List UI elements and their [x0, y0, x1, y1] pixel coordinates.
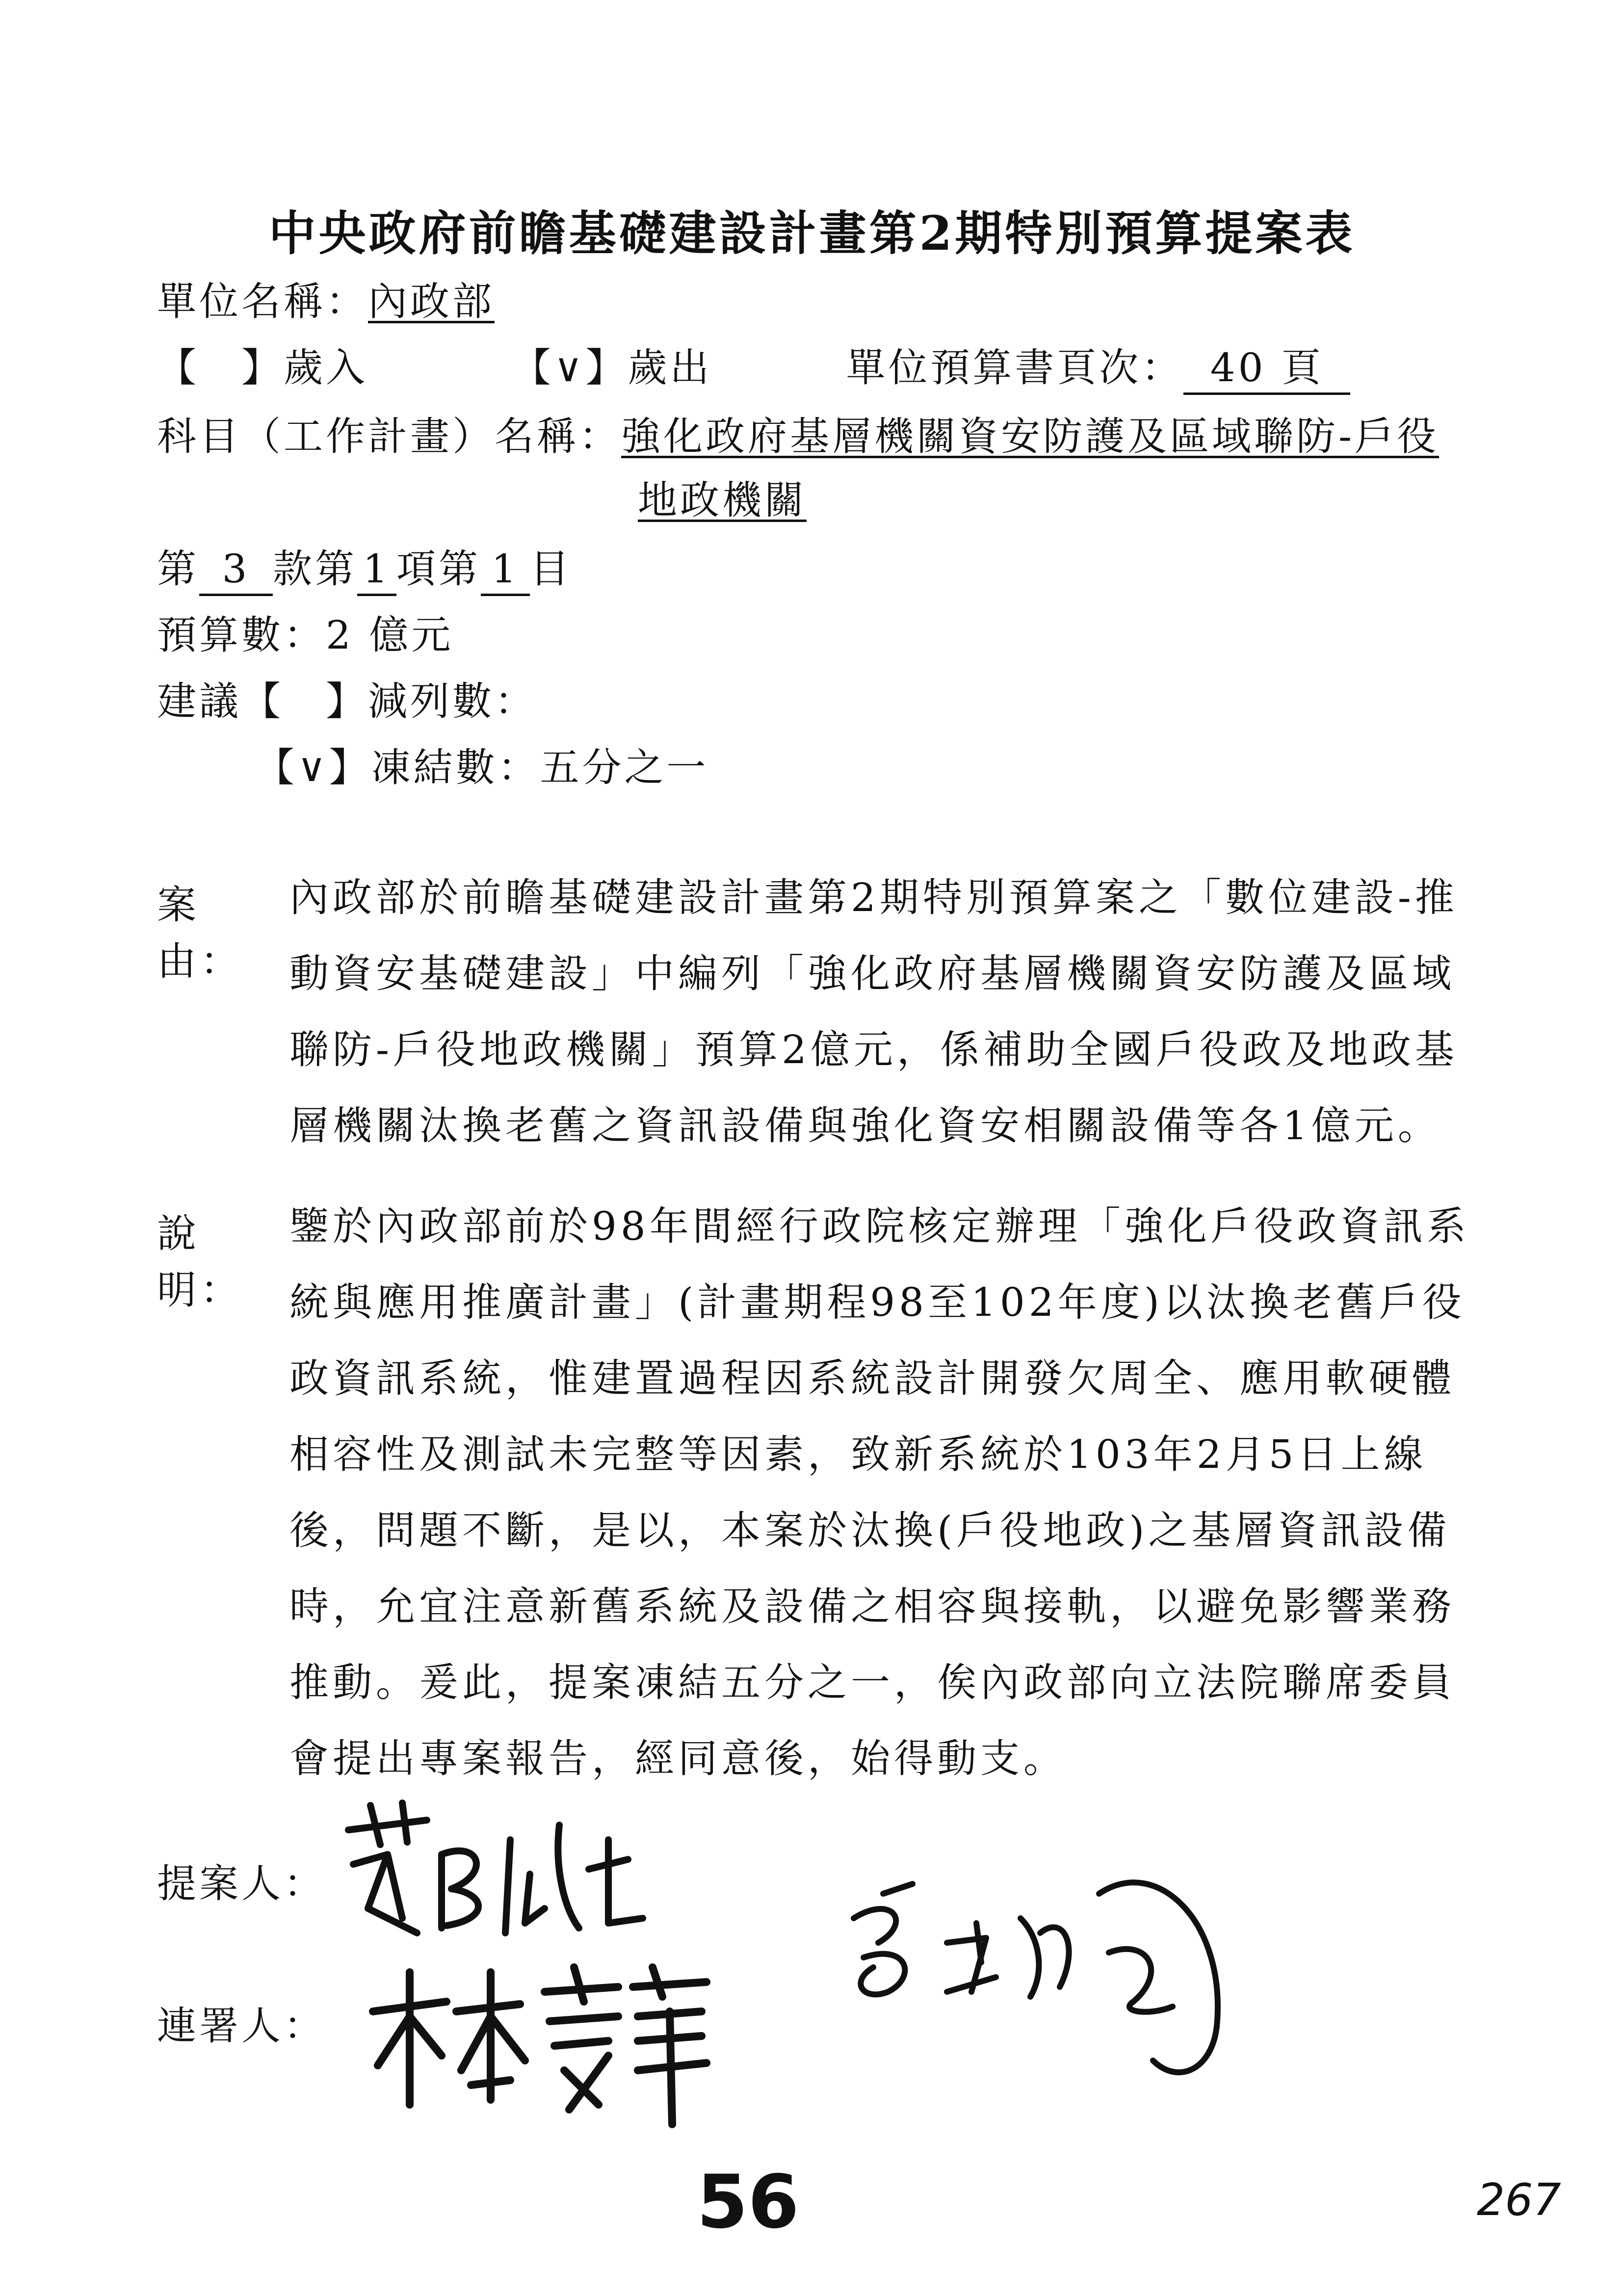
page-label: 單位預算書頁次： [846, 345, 1184, 391]
explanation-line: 統與應用推廣計畫」(計畫期程98至102年度)以汰換老舊戶役 [289, 1279, 1466, 1325]
explanation-line: 相容性及測試未完整等因素，致新系統於103年2月5日上線 [289, 1432, 1427, 1477]
proposer-label: 提案人： [157, 1861, 326, 1906]
mu-number: 1 [481, 545, 530, 596]
revenue-checkbox: 【 】歲入 [157, 345, 368, 391]
subject-continuation [638, 476, 807, 525]
subject-label: 科目（工作計畫）名稱： [157, 414, 621, 459]
item-row [157, 545, 572, 596]
document-title: 中央政府前瞻基礎建設計畫第2期特別預算提案表 [268, 206, 1356, 261]
corner-number-text: 267 [1477, 2174, 1561, 2226]
explanation-line: 推動。爰此，提案凍結五分之一，俟內政部向立法院聯席委員 [289, 1660, 1455, 1705]
unit-label: 單位名稱： [157, 279, 368, 324]
expenditure-checkbox: 【∨】歲出 [511, 345, 712, 391]
mu-suffix: 目 [530, 546, 572, 592]
reason-line: 內政部於前瞻基礎建設計畫第2期特別預算案之「數位建設-推 [289, 875, 1458, 920]
kuan-number: 3 [199, 545, 273, 596]
explanation-line: 會提出專案報告，經同意後，始得動支。 [289, 1736, 1067, 1781]
budget-amount: 預算數：2 億元 [157, 612, 454, 658]
explanation-line: 政資訊系統，惟建置過程因系統設計開發欠周全、應用軟硬體 [289, 1356, 1455, 1401]
reason-line: 層機關汰換老舊之資訊設備與強化資安相關設備等各1億元。 [289, 1103, 1441, 1148]
proposer-signature [334, 1796, 653, 1948]
cosigner-signature-2 [834, 1864, 1236, 2090]
xiang-suffix: 項第 [396, 546, 481, 592]
page-value: 40 頁 [1183, 343, 1350, 395]
cosigner-signature-1 [363, 1957, 716, 2134]
explanation-label: 說明： [157, 1211, 243, 1313]
page-number-handwritten [692, 2164, 819, 2242]
suggest-reduce: 建議【 】減列數： [157, 678, 537, 724]
explanation-line: 時，允宜注意新舊系統及設備之相容與接軌，以避免影響業務 [289, 1584, 1455, 1629]
page-number-text: 56 [697, 2164, 799, 2242]
budget-type-row [157, 343, 1350, 395]
suggest-freeze: 【∨】凍結數：五分之一 [255, 745, 709, 790]
subject-value-line2: 地政機關 [638, 477, 807, 523]
reason-line: 聯防-戶役地政機關」預算2億元，係補助全國戶役政及地政基 [289, 1027, 1458, 1072]
kuan-suffix: 款第 [273, 546, 357, 592]
reason-line: 動資安基礎建設」中編列「強化政府基層機關資安防護及區域 [289, 951, 1455, 996]
unit-row [157, 277, 495, 326]
unit-value: 內政部 [368, 279, 495, 324]
corner-number-handwritten [1472, 2168, 1580, 2227]
cosigner-label: 連署人： [157, 2003, 326, 2049]
kuan-prefix: 第 [157, 546, 199, 592]
subject-value-line1: 強化政府基層機關資安防護及區域聯防-戶役 [621, 414, 1440, 459]
explanation-line: 鑒於內政部前於98年間經行政院核定辦理「強化戶役政資訊系 [289, 1203, 1470, 1249]
explanation-line: 後，問題不斷，是以，本案於汰換(戶役地政)之基層資訊設備 [289, 1508, 1451, 1553]
xiang-number: 1 [357, 545, 396, 596]
subject-row [157, 412, 1439, 461]
reason-label: 案由： [157, 882, 243, 984]
